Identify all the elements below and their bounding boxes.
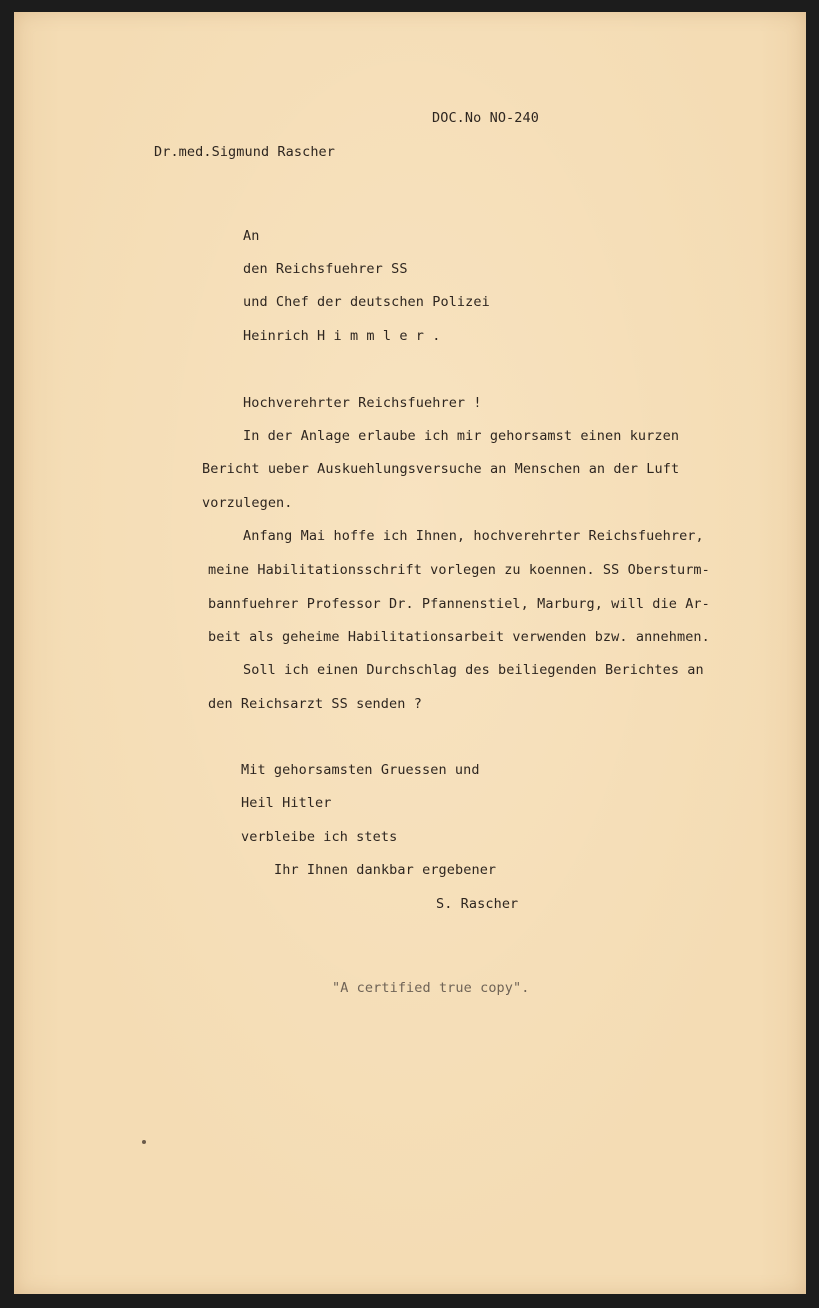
body-line: beit als geheime Habilitationsarbeit verwenden bzw. annehmen.: [208, 629, 710, 645]
closing-line-4: Ihr Ihnen dankbar ergebener: [274, 862, 497, 878]
body-line: Anfang Mai hoffe ich Ihnen, hochverehrter Reichsfuehrer,: [243, 528, 704, 544]
paper-page: [14, 12, 806, 1294]
body-line: vorzulegen.: [202, 495, 293, 511]
address-line-1: An: [243, 228, 260, 244]
salutation: Hochverehrter Reichsfuehrer !: [243, 395, 482, 411]
body-line: bannfuehrer Professor Dr. Pfannenstiel, Marburg, will die Ar-: [208, 596, 710, 612]
certification-note: "A certified true copy".: [332, 980, 530, 996]
body-line: Soll ich einen Durchschlag des beiliegenden Berichtes an: [243, 662, 704, 678]
body-line: In der Anlage erlaube ich mir gehorsamst einen kurzen: [243, 428, 680, 444]
closing-line-2: Heil Hitler: [241, 795, 332, 811]
closing-line-3: verbleibe ich stets: [241, 829, 398, 845]
body-line: Bericht ueber Auskuehlungsversuche an Menschen an der Luft: [202, 461, 680, 477]
ink-speck: [142, 1140, 146, 1144]
signature-name: S. Rascher: [436, 896, 519, 912]
body-line: den Reichsarzt SS senden ?: [208, 696, 422, 712]
doc-number: DOC.No NO-240: [432, 110, 539, 126]
closing-line-1: Mit gehorsamsten Gruessen und: [241, 762, 480, 778]
body-line: meine Habilitationsschrift vorlegen zu koennen. SS Obersturm-: [208, 562, 710, 578]
sender-name: Dr.med.Sigmund Rascher: [154, 144, 336, 160]
address-line-4: Heinrich H i m m l e r .: [243, 328, 441, 344]
address-line-3: und Chef der deutschen Polizei: [243, 294, 490, 310]
address-line-2: den Reichsfuehrer SS: [243, 261, 408, 277]
